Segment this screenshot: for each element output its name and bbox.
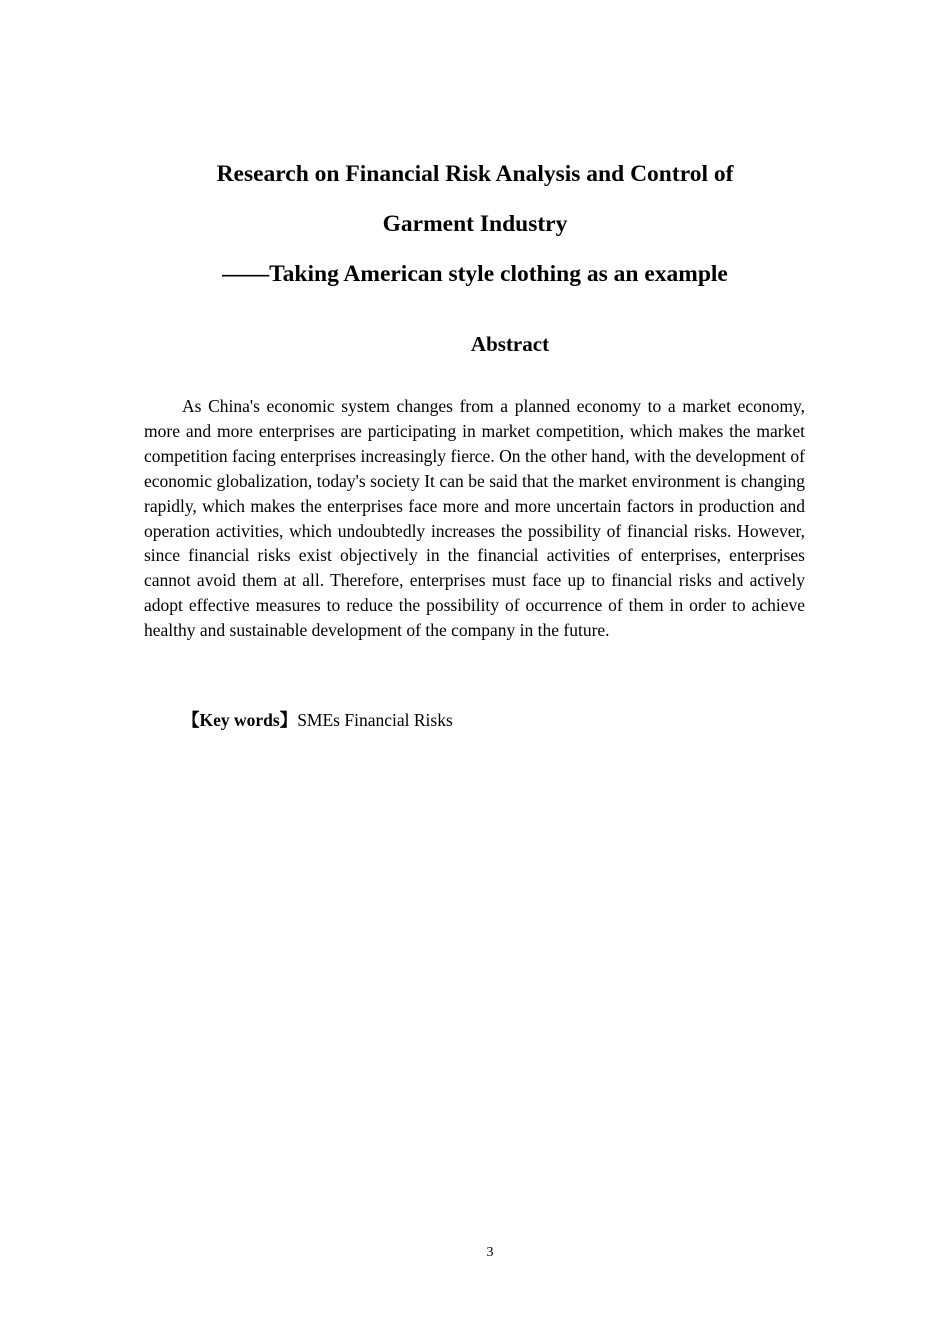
keywords-value: SMEs Financial Risks	[297, 710, 453, 730]
abstract-heading: Abstract	[470, 332, 550, 356]
keywords-line	[182, 708, 453, 732]
subtitle: ——Taking American style clothing as an example	[222, 261, 728, 287]
keywords-label: 【Key words】	[182, 710, 298, 730]
title-line-1: Research on Financial Risk Analysis and Control of	[216, 161, 734, 187]
title-line-2: Garment Industry	[382, 211, 568, 237]
abstract-body: As China's economic system changes from a planned economy to a market economy, more and more enterprises are participating in market competition, which makes the market competition facing enterprises increasingly fierce. On the other hand, with the development of economic globalization, today's society It can be said that the market environment is changing rapidly, which makes the enterprises face more and more uncertain factors in production and operation activities, which undoubtedly increases the possibility of financial risks. However, since financial risks exist objectively in the financial activities of enterprises, enterprises cannot avoid them at all. Therefore, enterprises must face up to financial risks and actively adopt effective measures to reduce the possibility of occurrence of them in order to achieve healthy and sustainable development of the company in the future.	[144, 396, 805, 641]
page-number: 3	[486, 1245, 494, 1260]
